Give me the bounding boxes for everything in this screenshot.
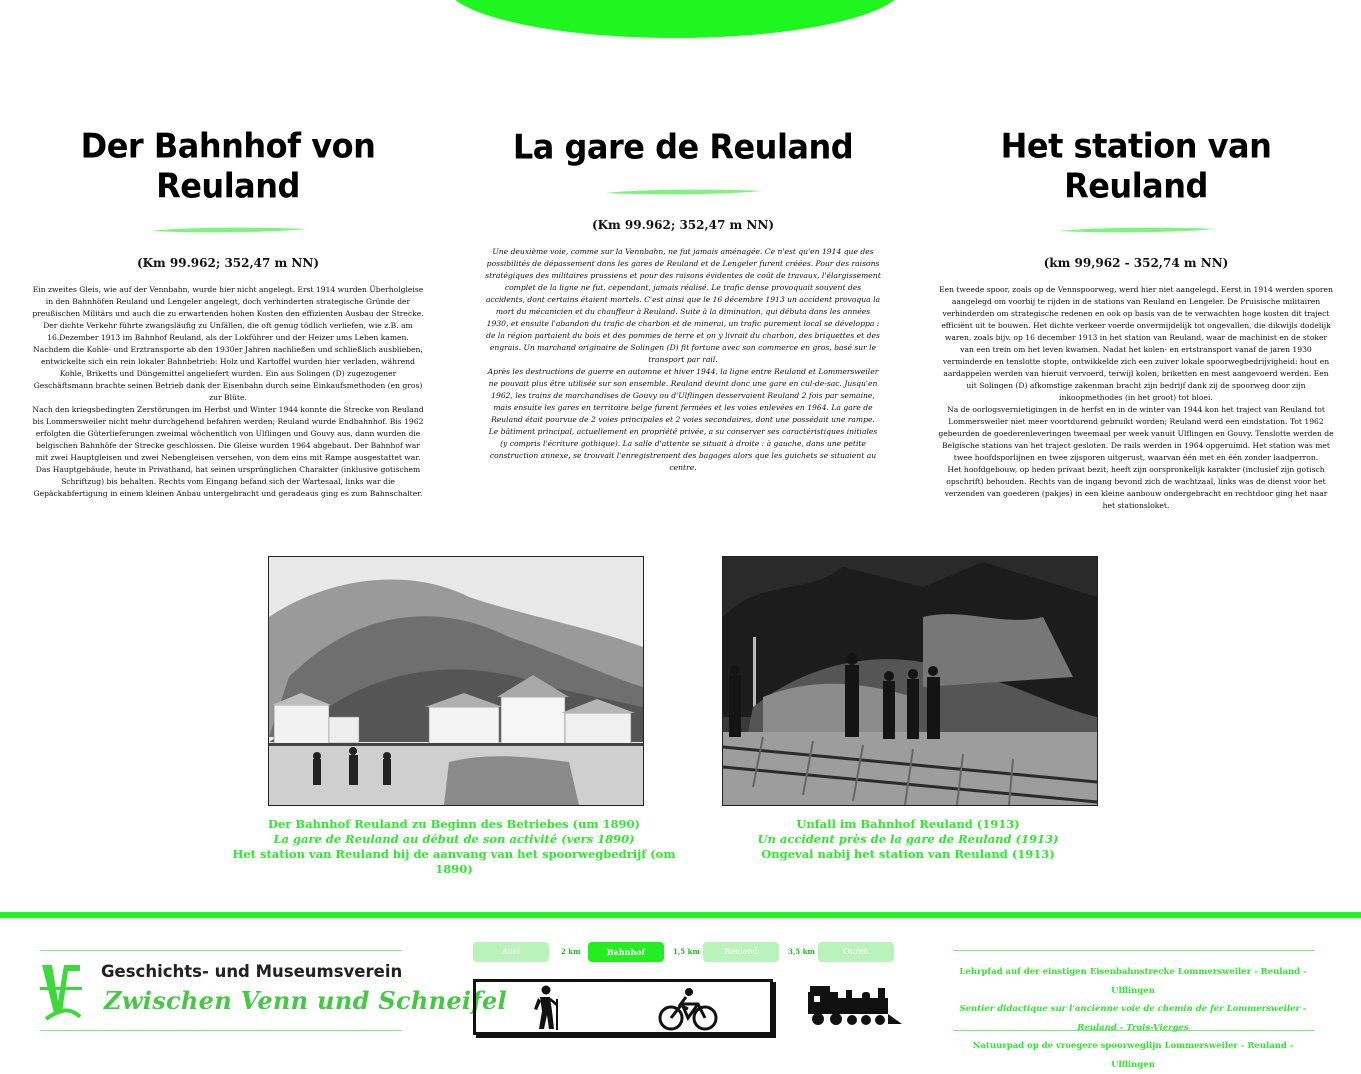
paragraph: Une deuxième voie, comme sur la Vennbahn, ne fut jamais aménagée. Ce n'est qu'en 1914 que des possibilités de dépassement dans les gares de Reuland et de Lengeler furent créées. Pour des raisons stratégiques des militaires prussiens et pour des raisons évidentes de coût de travaux, l'élargissement complet de la ligne ne fut, cependant, jamais réalisé. Le trafic dense provoquait souvent des accidents, dont certains étaient mortels. C'est ainsi que le 16 décembre 1913 un accident provoqua la mort du mécanicien et du chauffeur à Reuland. Suite à la diminution, qui débuta dans les années 1930, et ensuite l'abandon du trafic de charbon et de minerai, un trafic purement local se développa : de la région partaient du bois et des pommes de terre et on y livrait du charbon, des briquettes et des engrais. Un marchand originaire de Solingen (D) fit fortune avec son commerce en gros, basé sur le transport par rail. (485, 247, 881, 364)
bicycle-icon (658, 987, 718, 1031)
column-dutch (936, 128, 1336, 512)
route-stop-reuland: Reuland (703, 942, 779, 962)
caption-french: La gare de Reuland au début de son activité (vers 1890) (273, 832, 635, 846)
divider (40, 950, 402, 951)
caption-german: Der Bahnhof Reuland zu Beginn des Betriebes (um 1890) (268, 817, 640, 831)
footer-divider (0, 912, 1361, 918)
caption-german: Unfall im Bahnhof Reuland (1913) (796, 817, 1020, 831)
trail-text-dutch: Natuurpad op de vroegere spoorweglijn Lommersweiler - Reuland - Ulflingen (972, 1041, 1294, 1070)
paragraph: Nach den kriegsbedingten Zerstörungen im Herbst und Winter 1944 konnte die Strecke von Reuland bis Lommersweiler nicht mehr durchgehend befahren werden; Reuland wurde Endbahnhof. Bis 1962 erfolgten die Güterlieferungen zweimal wöchentlich von Ulflingen und Gouvy aus, dann wurden die belgischen Bahnhöfe der Strecke geschlossen. Die Gleise wurden 1964 abgebaut. Der Bahnhof war mit zwei Hauptgleisen und zwei Nebengleisen versehen, von dem eins mit Rampe ausgestattet war. (32, 405, 424, 462)
route-distance: 3,5 km (788, 947, 815, 956)
divider (40, 1030, 402, 1031)
caption-photo-1890 (228, 817, 680, 877)
trail-text-french: Sentier didactique sur l'ancienne voie de chemin de fer Lommersweiler - Reuland - Trois-Vierges (959, 1004, 1307, 1033)
route-stop-auel: Auel (473, 942, 549, 962)
caption-photo-1913 (735, 817, 1081, 862)
brush-stroke-decoration (148, 226, 308, 234)
locomotive-icon (806, 982, 902, 1026)
route-stop-ouren: Ouren (818, 942, 894, 962)
brush-stroke-decoration (1056, 226, 1216, 234)
trail-description (953, 963, 1313, 1074)
vzs-logo-icon (40, 961, 82, 1021)
route-distance: 2 km (561, 947, 581, 956)
paragraph: Le bâtiment principal, actuellement en propriété privée, a su conserver ses caractéristiques initiales (y compris l'écriture gothique). La salle d'attente se situait à droite : à gauche, dans une petite construction annexe, se trouvait l'enregistrement des bagages alors que les guichets se situaient au centre. (488, 427, 878, 472)
photo-station-1890 (268, 556, 644, 806)
top-green-ellipse (445, 0, 905, 38)
caption-dutch: Het station van Reuland bij de aanvang van het spoorwegbedrijf (om 1890) (232, 847, 676, 876)
org-name-line1: Geschichts- und Museumsverein (101, 962, 403, 981)
paragraph: Ein zweites Gleis, wie auf der Vennbahn, wurde hier nicht angelegt. Erst 1914 wurden Überholgleise in den Bahnhöfen Reuland und Lengeler angelegt, doch verhinderten strategische Gründe der preußischen Militärs und auch die zu erwartenden hohen Kosten den effizienten Ausbau der Strecke. Der dichte Verkehr führte zwangsläufig zu Unfällen, die oft genug tödlich verliefen, wie z.B. am 16.Dezember 1913 im Bahnhof Reuland, als der Lokführer und der Heizer ums Leben kamen. Nachdem die Kohle- und Erztransporte ab den 1930er Jahren nachließen und schließlich ausblieben, entwickelte sich ein rein lokaler Bahnbetrieb: Holz und Kartoffel wurden hier verladen, während Kohle, Briketts und Düngemittel angeliefert wurden. Ein aus Solingen (D) zugezogener Geschäftsmann brachte seinen Betrieb dank der Eisenbahn durch seine Einkaufsmethoden (en gros) zur Blüte. (32, 285, 424, 402)
route-distance: 1,5 km (673, 947, 700, 956)
body-text-german (28, 284, 428, 500)
paragraph: Na de oorlogsvernietigingen in de herfst en in de winter van 1944 kon het traject van Reuland tot Lommersweiler niet meer voortdurend gebruikt worden; Reuland werd een eindstation. Tot 1962 gebeurden de goederenleveringen tweemaal per week vanuit Ulflingen en Gouvy. Tenslotte werden de Belgische stations van het traject gesloten. De rails werden in 1964 opgeruimd. Het station was met twee hoofdsporlijnen en twee zijsporen uitgerust, waarvan één met en één zonder laadperron. (938, 405, 1334, 462)
hiker-icon (532, 985, 566, 1031)
paragraph: Das Hauptgebäude, heute in Privathand, hat seinen ursprünglichen Charakter (inklusive gotischem Schriftzug) bis behalten. Rechts vom Eingang befand sich der Wartesaal, links war die Gepäckabfertigung in einem kleinen Anbau untergebracht und geradeaus ging es zum Bahnschalter. (33, 465, 423, 498)
brush-stroke-decoration (603, 188, 763, 196)
title-french: La gare de Reuland (512, 127, 854, 167)
body-text-french (483, 246, 883, 474)
column-french (483, 128, 883, 474)
caption-french: Un accident près de la gare de Reuland (1913) (757, 832, 1059, 846)
km-marker-french: (Km 99.962; 352,47 m NN) (591, 218, 775, 232)
title-german: Der Bahnhof von Reuland (80, 126, 376, 206)
km-marker-dutch: (km 99,962 - 352,74 m NN) (1043, 256, 1229, 270)
paragraph: Après les destructions de guerre en automne et hiver 1944, la ligne entre Reuland et Lommersweiler ne pouvait plus être utilisée sur son ensemble. Reuland devint donc une gare en cul-de-sac. Jusqu'en 1962, les trains de marchandises de Gouvy ou d'Ulflingen desservaient Reuland 2 fois par semaine, mais ensuite les gares en territoire belge furent fermées et les voies enlevées en 1964. La gare de Reuland était pourvue de 2 voies principales et 2 voies secondaires, dont une possédait une rampe. (487, 367, 879, 424)
title-dutch: Het station van Reuland (1000, 126, 1272, 206)
org-name-line2: Zwischen Venn und Schneifel (104, 986, 507, 1015)
travel-modes-box (473, 979, 773, 1035)
trail-text-german: Lehrpfad auf der einstigen Eisenbahnstrecke Lommersweiler - Reuland - Ulflingen (959, 967, 1307, 996)
column-german (28, 128, 428, 500)
paragraph: Een tweede spoor, zoals op de Vennspoorweg, werd hier niet aangelegd. Eerst in 1914 werden sporen aangelegd om voorbij te rijden in de stations van Reuland en Lengeler. De Pruisische militairen verhinderden om strategische redenen en ook op basis van de te verwachten hoge kosten dit traject efficiënt uit te bouwen. Het dichte verkeer voerde onvermijdelijk tot ongevallen, die dikwijls dodelijk waren, zoals bijv. op 16 december 1913 in het station van Reuland, waar de machinist en de stoker van een trein om het leven kwamen. Nadat het kolen- en ertstransport vanaf de jaren 1930 verminderde en tenslotte stopte, ontwikkelde zich een zuiver lokale spoorwegbedrijvigheid: hout en aardappelen werden van hieruit vervoerd, terwijl kolen, briketten en mest aangevoerd werden. Een uit Solingen (D) afkomstige zakenman bracht zijn bedrijf dank zij de spoorweg door zijn inkoopmethodes (in het groot) tot bloei. (939, 285, 1333, 402)
paragraph: Het hoofdgebouw, op heden privaat bezit, heeft zijn oorspronkelijk karakter (inclusief zijn gotisch opschrift) behouden. Rechts van de ingang bevond zich de wachtzaal, links was de dienst voor het verzenden van goederen (pakjes) in een kleine aanbouw ondergebracht en rechtdoor ging het naar het stationsloket. (944, 465, 1328, 510)
divider (953, 950, 1315, 951)
body-text-dutch (936, 284, 1336, 512)
km-marker-german: (Km 99.962; 352,47 m NN) (136, 256, 320, 270)
photo-accident-1913 (722, 556, 1098, 806)
route-stop-bahnhof-reuland: Bahnhof Reuland (588, 942, 664, 962)
caption-dutch: Ongeval nabij het station van Reuland (1913) (761, 847, 1055, 861)
